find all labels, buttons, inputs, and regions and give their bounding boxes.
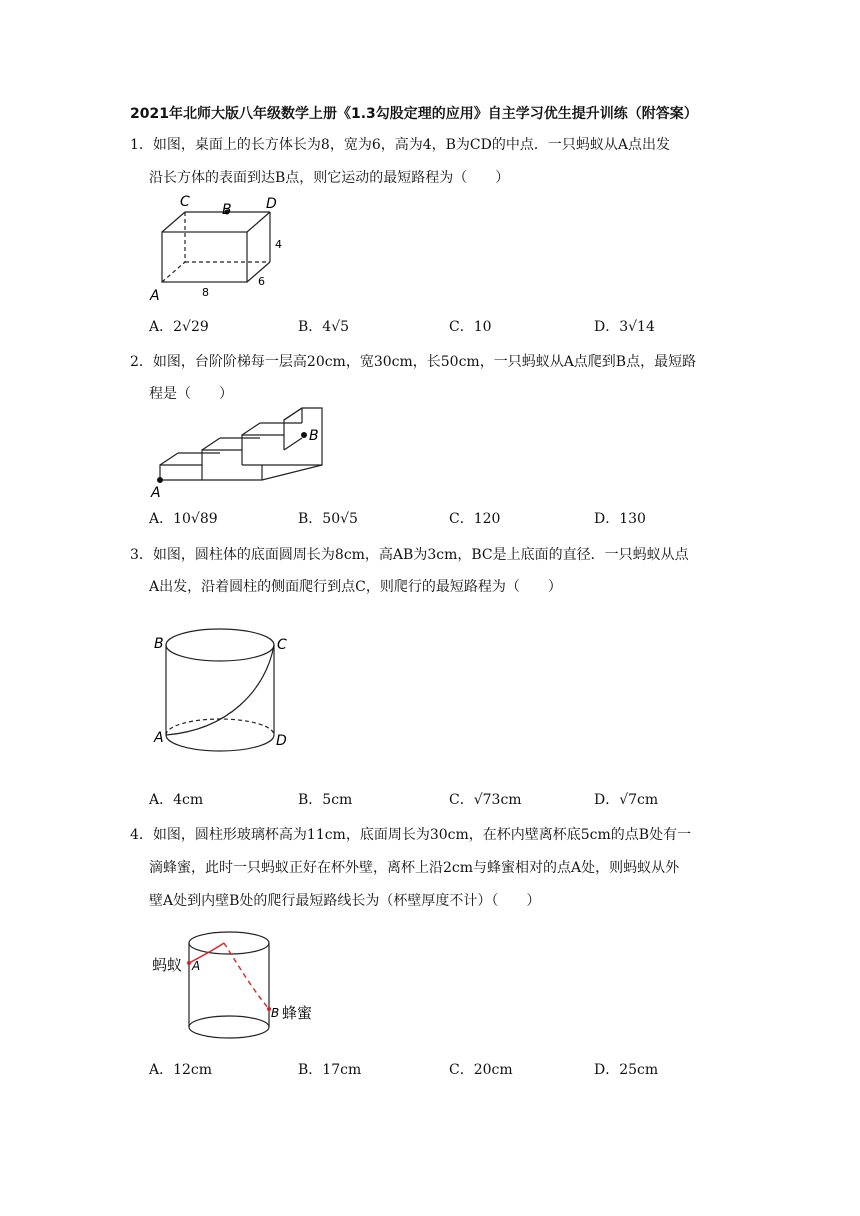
label-a: A: [150, 288, 160, 304]
question-2-stairs-figure: [142, 405, 332, 500]
label-c: C: [277, 637, 287, 653]
question-3-option-b[interactable]: B．5cm: [298, 792, 353, 808]
question-4-glass-figure: [148, 925, 328, 1050]
question-1-option-a[interactable]: A．2√29: [149, 319, 209, 335]
question-3-option-a[interactable]: A．4cm: [149, 792, 204, 808]
label-a: A: [154, 730, 164, 746]
label-b: B: [271, 1006, 280, 1020]
question-3-option-c[interactable]: C．√73cm: [449, 792, 522, 808]
question-4-stem-line-3: 壁A处到内壁B处的爬行最短路线长为（杯壁厚度不计）（ ）: [149, 893, 541, 909]
question-1-option-d[interactable]: D．3√14: [594, 319, 655, 335]
label-b: B: [222, 202, 232, 218]
label-b: B: [154, 636, 164, 652]
label-a: A: [151, 485, 161, 500]
question-3-option-d[interactable]: D．√7cm: [594, 792, 659, 808]
question-4-stem-line-2: 滴蜂蜜，此时一只蚂蚁正好在杯外壁，离杯上沿2cm与蜂蜜相对的点A处，则蚂蚁从外: [149, 860, 680, 876]
question-1-stem-line-1: 1．如图，桌面上的长方体长为8，宽为6，高为4，B为CD的中点．一只蚂蚁从A点出发: [130, 137, 670, 153]
question-1-stem-line-2: 沿长方体的表面到达B点，则它运动的最短路程为（ ）: [149, 170, 510, 186]
question-2-option-d[interactable]: D．130: [594, 511, 646, 527]
question-4-option-b[interactable]: B．17cm: [298, 1062, 362, 1078]
question-2-stem-line-2: 程是（ ）: [149, 386, 233, 402]
question-1-option-c[interactable]: C．10: [449, 319, 492, 335]
label-b: B: [309, 428, 319, 444]
question-4-option-a[interactable]: A．12cm: [149, 1062, 213, 1078]
label-width: 6: [258, 275, 265, 288]
question-4-option-d[interactable]: D．25cm: [594, 1062, 659, 1078]
question-3-stem-line-1: 3．如图，圆柱体的底面圆周长为8cm，高AB为3cm，BC是上底面的直径．一只蚂蚁从点: [130, 547, 689, 563]
page-title: 2021年北师大版八年级数学上册《1.3勾股定理的应用》自主学习优生提升训练（附答案）: [130, 106, 698, 122]
label-height: 4: [275, 238, 282, 251]
question-4-option-c[interactable]: C．20cm: [449, 1062, 513, 1078]
label-d: D: [276, 733, 287, 749]
label-ant: 蚂蚁: [152, 956, 183, 974]
question-2-stem-line-1: 2．如图，台阶阶梯每一层高20cm，宽30cm，长50cm，一只蚂蚁从A点爬到B点，最短路: [130, 354, 697, 370]
label-d: D: [266, 196, 277, 212]
question-1-cuboid-figure: [140, 190, 300, 305]
question-2-option-c[interactable]: C．120: [449, 511, 501, 527]
question-3-cylinder-figure: [148, 620, 298, 760]
question-2-option-a[interactable]: A．10√89: [149, 511, 218, 527]
label-a: A: [192, 959, 201, 973]
label-c: C: [180, 194, 190, 210]
question-3-stem-line-2: A出发，沿着圆柱的侧面爬行到点C，则爬行的最短路程为（ ）: [149, 579, 562, 595]
question-1-option-b[interactable]: B．4√5: [298, 319, 350, 335]
label-length: 8: [202, 286, 209, 299]
question-4-stem-line-1: 4．如图，圆柱形玻璃杯高为11cm，底面周长为30cm，在杯内壁离杯底5cm的点B处有一: [130, 827, 692, 843]
label-honey: 蜂蜜: [282, 1004, 313, 1022]
question-2-option-b[interactable]: B．50√5: [298, 511, 358, 527]
